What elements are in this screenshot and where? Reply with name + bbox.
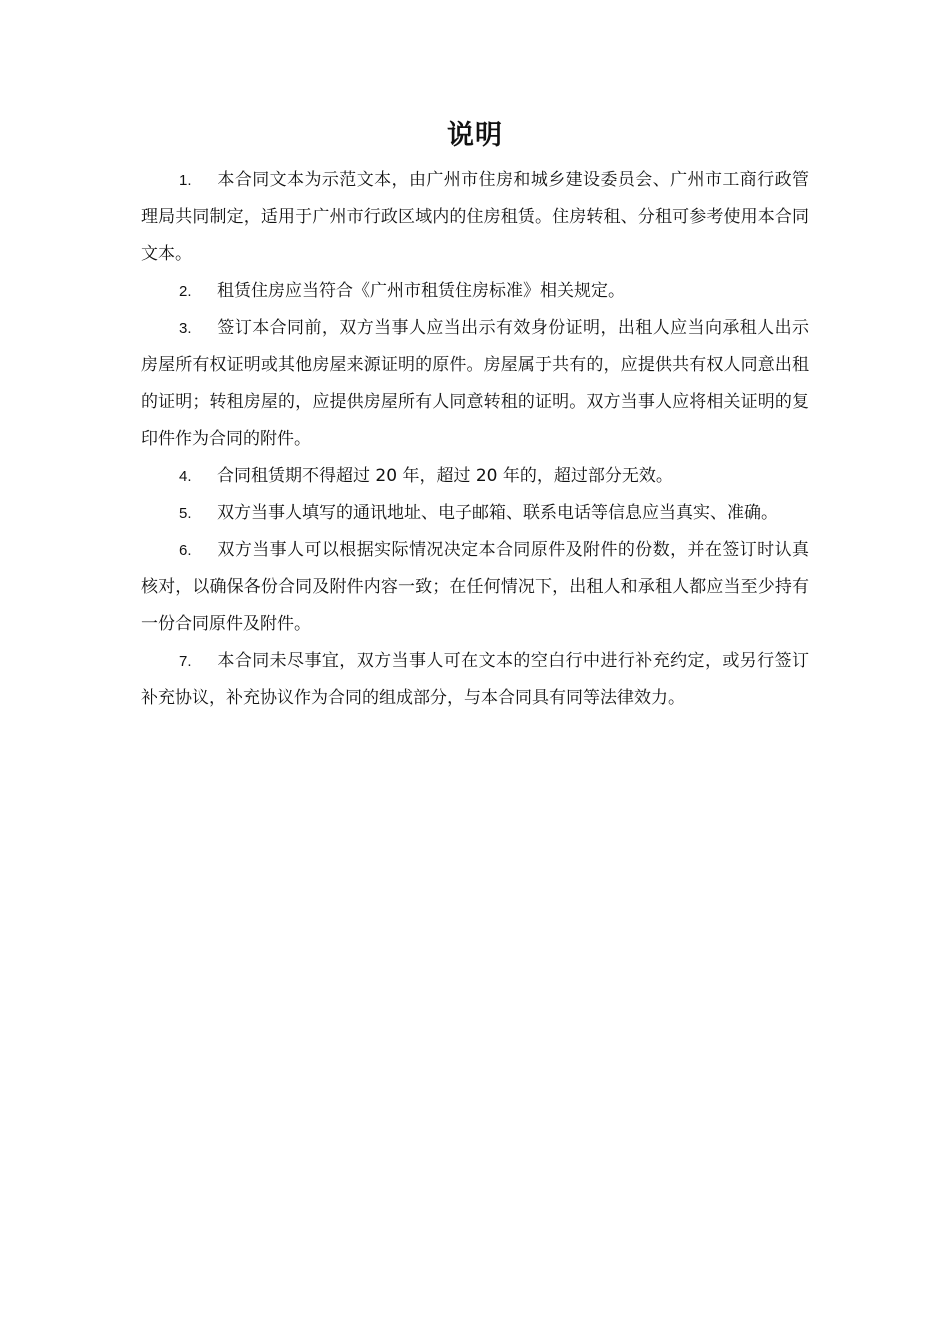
item-number: 3.: [179, 320, 192, 337]
item-text: 本合同文本为示范文本，由广州市住房和城乡建设委员会、广州市工商行政管理局共同制定，适用于广州市行政区域内的住房租赁。住房转租、分租可参考使用本合同文本。: [141, 170, 809, 264]
item-number: 6.: [179, 542, 192, 559]
list-item: [141, 310, 809, 458]
item-text: 本合同未尽事宜，双方当事人可在文本的空白行中进行补充约定，或另行签订补充协议，补充协议作为合同的组成部分，与本合同具有同等法律效力。: [141, 651, 809, 708]
item-number: 5.: [179, 505, 192, 522]
list-item: [141, 273, 809, 310]
item-text: 合同租赁期不得超过 20 年，超过 20 年的，超过部分无效。: [217, 466, 673, 486]
instruction-list: [141, 162, 809, 717]
item-text: 双方当事人填写的通讯地址、电子邮箱、联系电话等信息应当真实、准确。: [217, 503, 778, 523]
page-title: 说明: [447, 120, 503, 151]
document-page: [141, 112, 809, 717]
item-number: 7.: [179, 653, 192, 670]
item-number: 4.: [179, 468, 192, 485]
list-item: [141, 162, 809, 273]
list-item: [141, 532, 809, 643]
list-item: [141, 643, 809, 717]
item-number: 1.: [179, 172, 192, 189]
item-number: 2.: [179, 283, 192, 300]
list-item: [141, 495, 809, 532]
item-text: 双方当事人可以根据实际情况决定本合同原件及附件的份数，并在签订时认真核对，以确保各份合同及附件内容一致；在任何情况下，出租人和承租人都应当至少持有一份合同原件及附件。: [141, 540, 809, 634]
item-text: 签订本合同前，双方当事人应当出示有效身份证明，出租人应当向承租人出示房屋所有权证明或其他房屋来源证明的原件。房屋属于共有的，应提供共有权人同意出租的证明；转租房屋的，应提供房屋所有人同意转租的证明。双方当事人应将相关证明的复印件作为合同的附件。: [141, 318, 809, 449]
list-item: [141, 458, 809, 495]
item-text: 租赁住房应当符合《广州市租赁住房标准》相关规定。: [217, 281, 625, 301]
